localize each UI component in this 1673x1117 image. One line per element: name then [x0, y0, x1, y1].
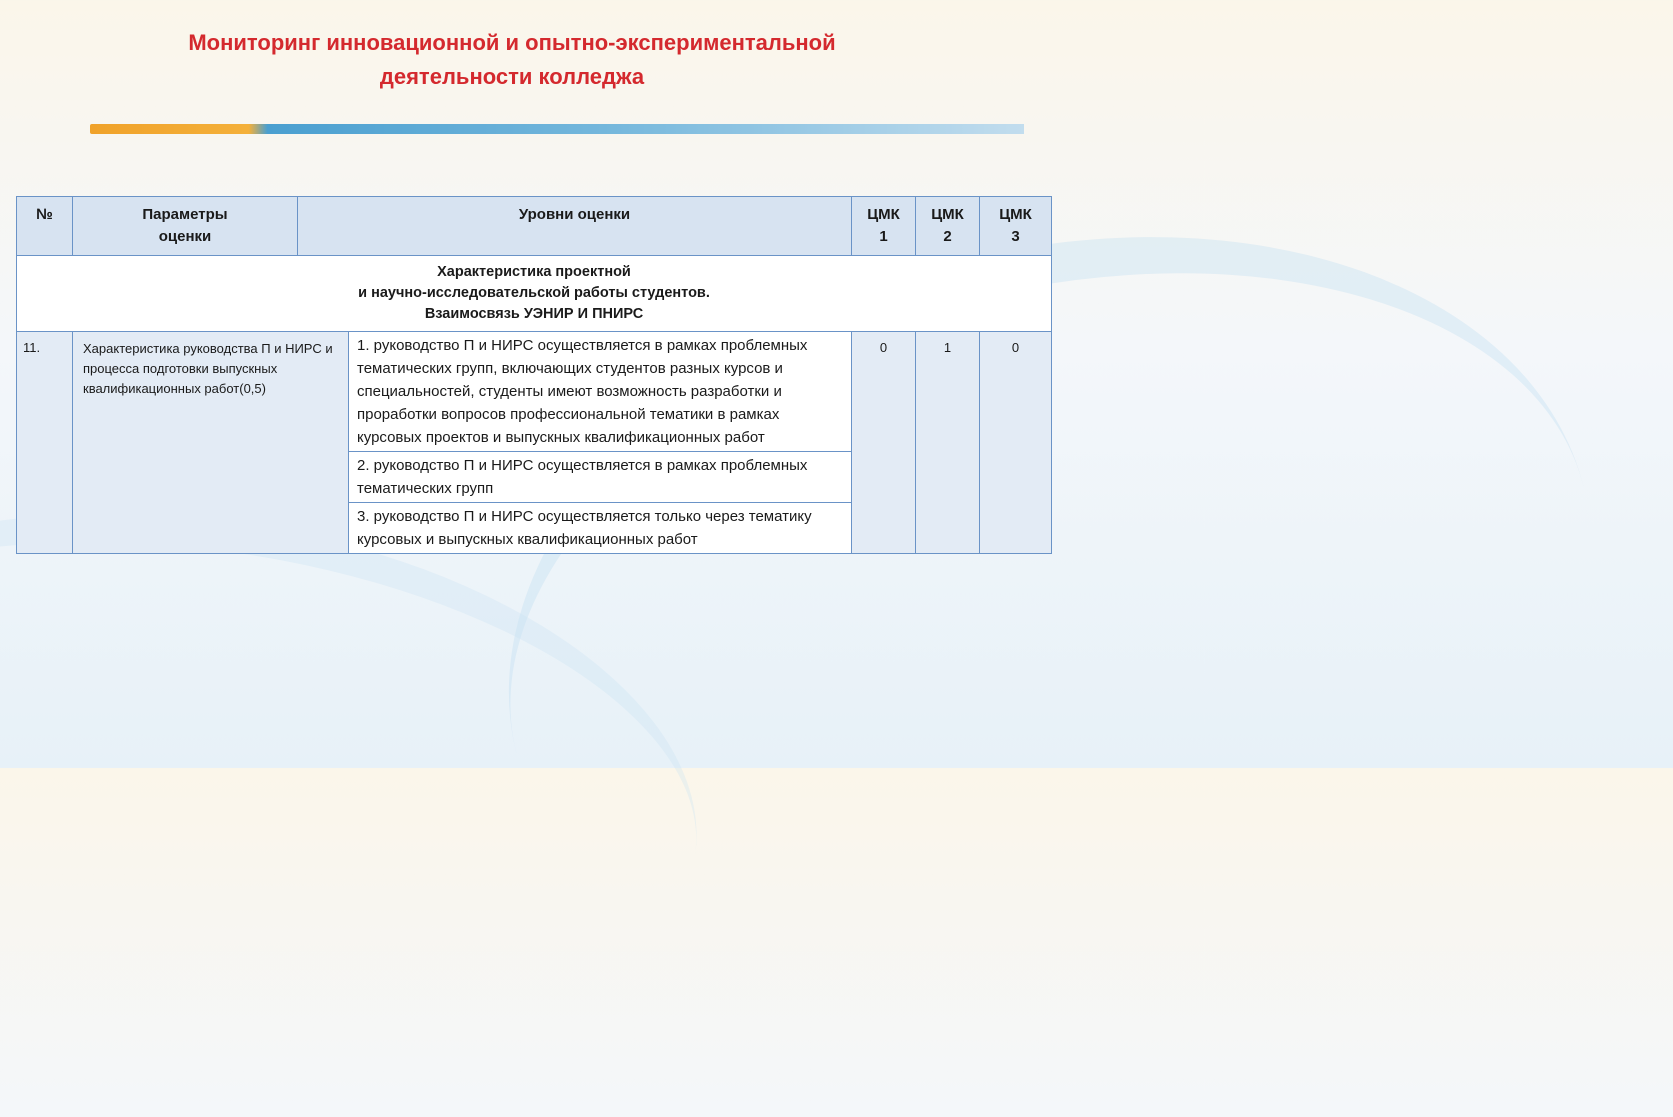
section-title-line-3: Взаимосвязь УЭНИР И ПНИРС [424, 306, 644, 322]
table-row [17, 332, 1052, 452]
header-parameters-line-1: Параметры [142, 206, 228, 223]
row-parameter: Характеристика руководства П и НИРС и процесса подготовки выпускных квалификационных работ(0,5) [73, 332, 349, 554]
header-cmk-2-line-2: 2 [943, 228, 952, 245]
section-title-line-1: Характеристика проектной [437, 264, 631, 280]
level-option-2: 2. руководство П и НИРС осуществляется в рамках проблемных тематических групп [349, 452, 852, 503]
slide-title-line-1: Мониторинг инновационной и опытно-экспериментальной [188, 30, 836, 55]
header-cmk-2-line-1: ЦМК [931, 206, 964, 223]
header-cmk-3 [980, 197, 1052, 256]
header-cmk-3-line-1: ЦМК [999, 206, 1032, 223]
row-number: 11. [17, 332, 73, 554]
header-cmk-1 [852, 197, 916, 256]
slide-title [80, 26, 944, 94]
section-header-row [17, 256, 1052, 332]
level-option-3: 3. руководство П и НИРС осуществляется только через тематику курсовых и выпускных квалификационных работ [349, 503, 852, 554]
level-option-1: 1. руководство П и НИРС осуществляется в рамках проблемных тематических групп, включающих студентов разных курсов и специальностей, студенты имеют возможность разработки и проработки вопросов профессиональной тематики в рамках курсовых проектов и выпускных квалификационных работ [349, 332, 852, 452]
header-parameters-line-2: оценки [158, 228, 212, 245]
table-header-row [17, 197, 1052, 256]
slide-title-line-2: деятельности колледжа [379, 64, 645, 89]
header-number: № [17, 197, 73, 256]
header-cmk-1-line-2: 1 [879, 228, 888, 245]
header-cmk-3-line-2: 3 [1011, 228, 1020, 245]
score-cmk-1: 0 [852, 332, 916, 554]
title-underline-bar [90, 124, 1024, 134]
score-cmk-2: 1 [916, 332, 980, 554]
section-title [17, 256, 1052, 332]
header-cmk-2 [916, 197, 980, 256]
header-parameters [73, 197, 298, 256]
header-levels: Уровни оценки [298, 197, 852, 256]
monitoring-table [16, 196, 1052, 554]
score-cmk-3: 0 [980, 332, 1052, 554]
section-title-line-2: и научно-исследовательской работы студентов. [358, 285, 710, 301]
header-cmk-1-line-1: ЦМК [867, 206, 900, 223]
